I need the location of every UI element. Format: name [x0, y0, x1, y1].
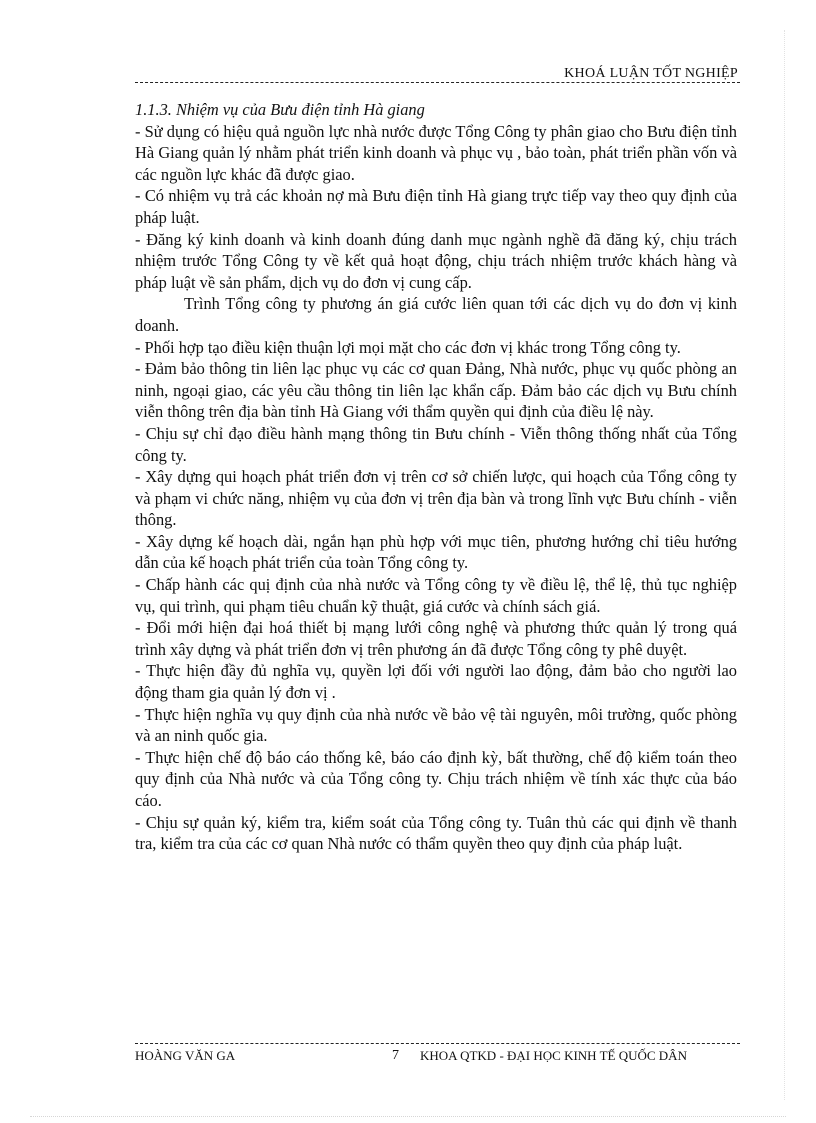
footer-institution: KHOA QTKD - ĐẠI HỌC KINH TẾ QUỐC DÂN — [420, 1048, 687, 1063]
paragraph: - Xây dựng qui hoạch phát triển đơn vị trên cơ sở chiến lược, qui hoạch của Tổng công ty và phạm vi chức năng, nhiệm vụ của đơn vị trên địa bàn và trong lĩnh vực Bưu chính - viễn thông. — [135, 467, 737, 530]
paragraph: - Chịu sự chỉ đạo điều hành mạng thông tin Bưu chính - Viễn thông thống nhất của Tổng công ty. — [135, 423, 737, 465]
footer-divider — [135, 1043, 740, 1044]
paragraph: - Chịu sự quản ký, kiểm tra, kiểm soát của Tổng công ty. Tuân thủ các qui định về thanh tra, kiểm tra của các cơ quan Nhà nước có thẩm quyền theo quy định của pháp luật. — [135, 812, 737, 854]
paragraph: - Đăng ký kinh doanh và kinh doanh đúng danh mục ngành nghề đã đăng ký, chịu trách nhiệm trước Tổng Công ty về kết quả hoạt động, chịu trách nhiệm trước khách hàng và pháp luật về sản phẩm, dịch vụ do đơn vị cung cấp. — [135, 229, 737, 292]
header-title: KHOÁ LUẬN TỐT NGHIỆP — [564, 66, 738, 81]
paragraph: - Sử dụng có hiệu quả nguồn lực nhà nước được Tổng Công ty phân giao cho Bưu điện tỉnh Hà Giang quản lý nhằm phát triển kinh doanh và phục vụ , bảo toàn, phát triển phần vốn và các nguồn lực khác đã được giao. — [135, 121, 737, 184]
paragraph: - Thực hiện đầy đủ nghĩa vụ, quyền lợi đối với người lao động, đảm bảo cho người lao động tham gia quản lý đơn vị . — [135, 661, 737, 703]
section-title: 1.1.3. Nhiệm vụ của Bưu điện tỉnh Hà giang — [135, 100, 425, 119]
paragraph: - Đảm bảo thông tin liên lạc phục vụ các cơ quan Đảng, Nhà nước, phục vụ quốc phòng an ninh, ngoại giao, các yêu cầu thông tin liên lạc khẩn cấp. Đảm bảo các dịch vụ Bưu chính viễn thông trên địa bàn tỉnh Hà Giang với thẩm quyền qui định của điều lệ này. — [135, 359, 737, 422]
paragraph-list — [135, 121, 737, 855]
paragraph: - Chấp hành các quị định của nhà nước và Tổng công ty về điều lệ, thể lệ, thủ tục nghiệp vụ, qui trình, qui phạm tiêu chuẩn kỹ thuật, giá cước và chính sách giá. — [135, 575, 737, 616]
paragraph: - Phối hợp tạo điều kiện thuận lợi mọi mặt cho các đơn vị khác trong Tổng công ty. — [135, 337, 681, 357]
paragraph: - Thực hiện nghĩa vụ quy định của nhà nước về bảo vệ tài nguyên, môi trường, quốc phòng và an ninh quốc gia. — [135, 704, 737, 746]
paragraph: - Xây dựng kế hoạch dài, ngắn hạn phù hợp với mục tiên, phương hướng chỉ tiêu hướng dẫn của kế hoạch phát triển của toàn Tổng công ty. — [135, 531, 737, 573]
page-content — [135, 99, 737, 855]
page-number: 7 — [392, 1048, 399, 1063]
footer-author: HOÀNG VĂN GA — [135, 1048, 236, 1063]
paragraph: - Thực hiện chế độ báo cáo thống kê, báo cáo định kỳ, bất thường, chế độ kiểm toán theo quy định của Nhà nước và của Tổng công ty. Chịu trách nhiệm về tính xác thực của báo cáo. — [135, 747, 737, 810]
page-edge-right — [784, 30, 785, 1100]
page-edge-bottom — [30, 1116, 786, 1117]
paragraph: - Có nhiệm vụ trả các khoản nợ mà Bưu điện tỉnh Hà giang trực tiếp vay theo quy định của pháp luật. — [135, 186, 737, 227]
paragraph: Trình Tổng công ty phương án giá cước liên quan tới các dịch vụ do đơn vị kinh doanh. — [135, 294, 737, 335]
header-divider — [135, 82, 740, 83]
paragraph: - Đổi mới hiện đại hoá thiết bị mạng lưới công nghệ và phương thức quản lý trong quá trình xây dựng và phát triển đơn vị trên phương án đã được Tổng công ty phê duyệt. — [135, 618, 737, 659]
